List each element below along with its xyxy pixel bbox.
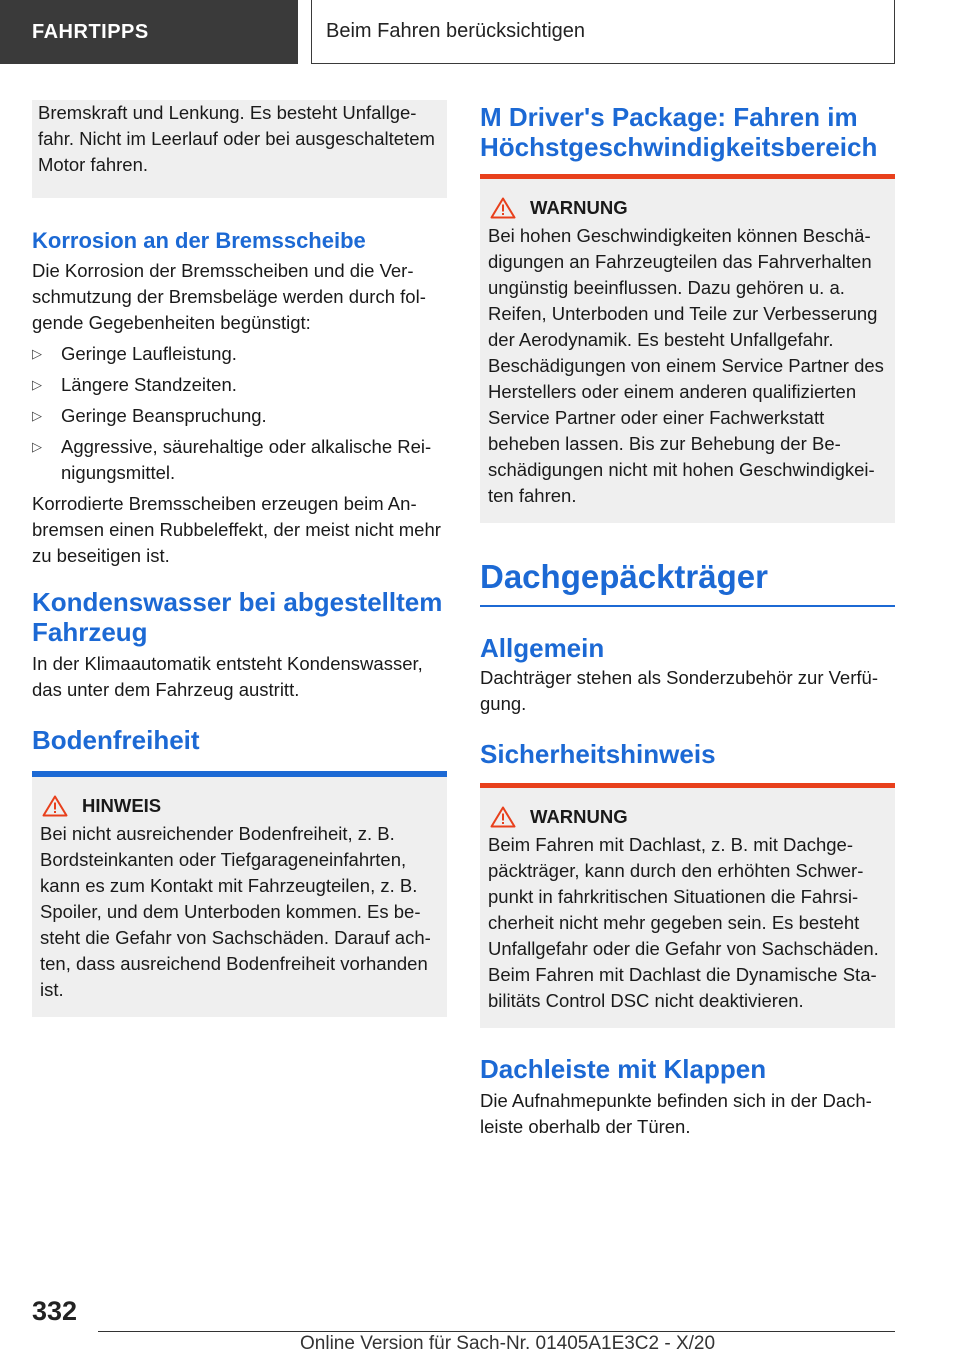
chapter-tab (311, 0, 895, 64)
heading-korrosion: Korrosion an der Bremsscheibe (32, 228, 366, 253)
intro-box (32, 100, 447, 198)
warning-triangle-icon (490, 197, 516, 219)
list-item: ▷ Geringe Laufleistung. (32, 341, 447, 367)
warning-triangle-icon (42, 795, 68, 817)
warning-header (488, 195, 887, 221)
warning-header (488, 804, 887, 830)
triangle-right-icon: ▷ (32, 346, 42, 361)
footer-rule (98, 1331, 895, 1332)
heading-kondenswasser: Kondenswasser bei abgestelltem Fahrzeug (32, 587, 443, 647)
notice-label: HINWEIS (82, 795, 162, 816)
warning-box (480, 788, 895, 1028)
page-number: 332 (32, 1296, 78, 1326)
warning-label: WARNUNG (530, 806, 628, 827)
list-item: ▷ Längere Standzeiten. (32, 372, 447, 398)
korrosion-text: Die Korrosion der Bremsscheiben und die Verschmutzung der Bremsbeläge werden durch folgende Gegebenheiten begünstigt: (32, 260, 426, 333)
warning-text: Bei hohen Geschwindigkeiten können Beschädigungen an Fahrzeugteilen das Fahrverhalten ungünstig beeinflussen. Dazu gehören u. a. Reifen, Unterboden und Teile zur Verbesserung der Aerodynamik. Es besteht Unfallgefahr. Beschädigungen von einem Service Partner des Herstellers oder einem anderen qualifizierten Service Partner oder einer Fachwerkstatt beheben lassen. Bis zur Behebung der Beschädigungen nicht mit hohen Geschwindigkeiten fahren. (488, 225, 884, 506)
triangle-right-icon: ▷ (32, 439, 42, 454)
list-item: ▷ Aggressive, säurehaltige oder alkalische Reinigungsmittel. (32, 436, 432, 483)
korrosion-bullets (32, 341, 447, 486)
warning-label: WARNUNG (530, 197, 628, 218)
warning-box (480, 179, 895, 523)
left-column (32, 100, 447, 1017)
triangle-right-icon: ▷ (32, 408, 42, 423)
kondens-text: In der Klimaautomatik entsteht Kondenswasser, das unter dem Fahrzeug austritt. (32, 653, 423, 700)
notice-box (32, 777, 447, 1017)
intro-text: Bremskraft und Lenkung. Es besteht Unfallgefahr. Nicht im Leerlauf oder bei ausgeschaltetem Motor fahren. (38, 102, 435, 175)
heading-m-driver: M Driver's Package: Fahren im Höchstgeschwindigkeitsbereich (480, 102, 878, 162)
notice-text: Bei nicht ausreichender Bodenfreiheit, z. B. Bordsteinkanten oder Tiefgarageneinfahrten, kann es zum Kontakt mit Fahrzeugteilen, z. B. Spoiler, und dem Unterboden kommen. Es besteht die Gefahr von Sachschäden. Darauf achten, dass ausreichend Bodenfreiheit vorhanden ist. (40, 823, 431, 1000)
heading-allgemein: Allgemein (480, 633, 605, 663)
triangle-right-icon: ▷ (32, 377, 42, 392)
dachleiste-text: Die Aufnahmepunkte befinden sich in der Dachleiste oberhalb der Türen. (480, 1090, 872, 1137)
heading-bodenfreiheit: Bodenfreiheit (32, 725, 200, 755)
heading-dachleiste: Dachleiste mit Klappen (480, 1054, 767, 1084)
warning-text: Beim Fahren mit Dachlast, z. B. mit Dachgepäckträger, kann durch den erhöhten Schwerpunkt in fahrkritischen Situationen die Fahrsicherheit nicht mehr gegeben sein. Es besteht Unfallgefahr oder die Gefahr von Sachschäden. Beim Fahren mit Dachlast die Dynamische Stabilitäts Control DSC nicht deaktivieren. (488, 834, 879, 1011)
section-title: FAHRTIPPS (32, 21, 149, 43)
allgemein-text: Dachträger stehen als Sonderzubehör zur Verfügung. (480, 667, 878, 714)
heading-sicherheitshinweis: Sicherheitshinweis (480, 739, 716, 769)
chapter-title: Beim Fahren berücksichtigen (326, 20, 586, 42)
notice-header (40, 793, 439, 819)
korrosion-text-2: Korrodierte Bremsscheiben erzeugen beim Anbremsen einen Rubbeleffekt, der meist nicht mehr zu beseitigen ist. (32, 493, 441, 566)
section-tab (0, 0, 298, 64)
footer-text: Online Version für Sach-Nr. 01405A1E3C2 - X/20 (300, 1333, 716, 1354)
warning-triangle-icon (490, 806, 516, 828)
right-column (480, 102, 895, 1140)
list-item: ▷ Geringe Beanspruchung. (32, 403, 447, 429)
heading-dachgepaecktraeger: Dachgepäckträger (480, 558, 768, 595)
